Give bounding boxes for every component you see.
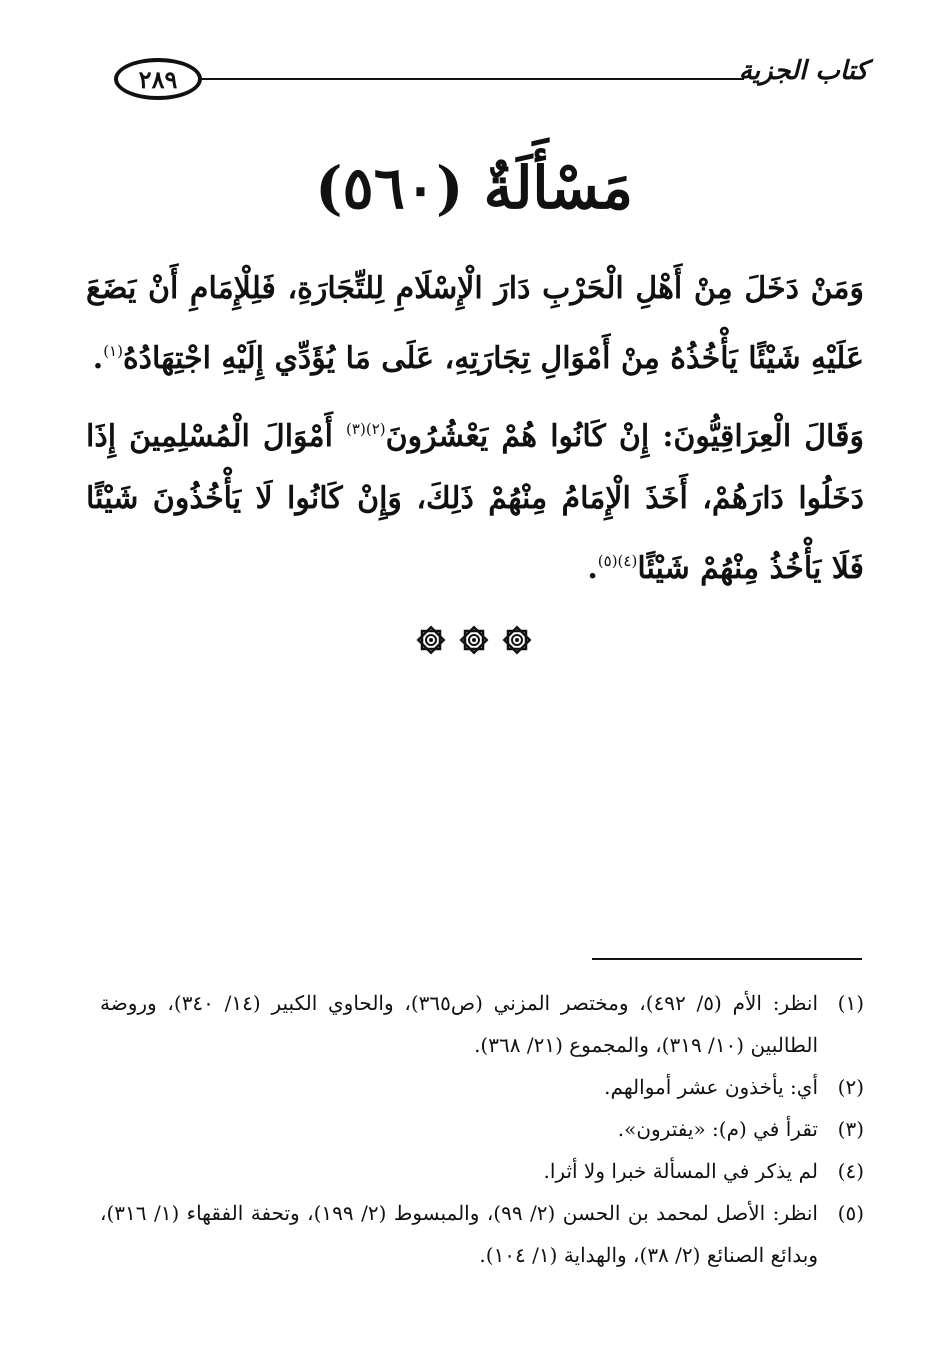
footnote-5 bbox=[100, 1192, 864, 1276]
footnote-number: (٤) bbox=[837, 1159, 864, 1183]
header-rule bbox=[200, 78, 744, 80]
footnote-1 bbox=[100, 982, 864, 1066]
paragraph-2-end: . bbox=[587, 551, 598, 586]
footnote-text: أي: يأخذون عشر أموالهم. bbox=[604, 1075, 818, 1099]
footnote-4 bbox=[100, 1150, 864, 1192]
footnote-marker-1[interactable]: (١) bbox=[103, 342, 123, 360]
ornament-rosette-icon bbox=[457, 623, 491, 657]
paragraph-1 bbox=[86, 258, 864, 390]
footnote-marker-2-3[interactable]: (٢)(٣) bbox=[346, 420, 386, 438]
ornament-rosette-icon bbox=[500, 623, 534, 657]
footnote-number: (٢) bbox=[837, 1075, 864, 1099]
footnote-2 bbox=[100, 1066, 864, 1108]
paragraph-1-text: وَمَنْ دَخَلَ مِنْ أَهْلِ الْحَرْبِ دَارَ الْإِسْلَامِ لِلتِّجَارَةِ، فَلِلْإِمَامِ أَنْ يَضَعَ عَلَيْهِ شَيْئًا يَأْخُذُهُ مِنْ أَمْوَالِ تِجَارَتِهِ، عَلَى مَا يُؤَدِّي إِلَيْهِ اجْتِهَادُهُ bbox=[86, 271, 864, 376]
footnote-text: انظر: الأم (٥/ ٤٩٢)، ومختصر المزني (ص٣٦٥)، والحاوي الكبير (١٤/ ٣٤٠)، وروضة الطالبين (١٠/ ٣١٩)، والمجموع (٢١/ ٣٦٨). bbox=[100, 991, 818, 1057]
footnote-number: (١) bbox=[837, 991, 864, 1015]
footnote-marker-4-5[interactable]: (٤)(٥) bbox=[597, 552, 638, 570]
paragraph-2-text-a: وَقَالَ الْعِرَاقِيُّونَ: إِنْ كَانُوا هُمْ يَعْشُرُونَ bbox=[385, 419, 864, 454]
section-ornaments bbox=[414, 620, 534, 660]
footnote-separator bbox=[592, 958, 862, 960]
paragraph-2-text-b: أَمْوَالَ الْمُسْلِمِينَ إِذَا دَخَلُوا دَارَهُمْ، أَخَذَ الْإِمَامُ مِنْهُمْ ذَلِكَ، وَإِنْ كَانُوا لَا يَأْخُذُونَ شَيْئًا فَلَا يَأْخُذُ مِنْهُمْ شَيْئًا bbox=[86, 419, 864, 586]
ornament-rosette-icon bbox=[414, 623, 448, 657]
page-number: ٢٨٩ bbox=[114, 58, 202, 100]
footnote-number: (٣) bbox=[837, 1117, 864, 1141]
footnote-number: (٥) bbox=[837, 1201, 864, 1225]
page-header bbox=[108, 56, 868, 100]
issue-title: مَسْأَلَةٌ (٥٦٠) bbox=[315, 154, 633, 222]
paragraph-2 bbox=[86, 398, 864, 600]
footnote-text: تقرأ في (م): «يفترون». bbox=[617, 1117, 818, 1141]
paragraph-1-end: . bbox=[92, 341, 104, 376]
footnote-text: لم يذكر في المسألة خبرا ولا أثرا. bbox=[543, 1159, 818, 1183]
footnote-text: انظر: الأصل لمحمد بن الحسن (٢/ ٩٩)، والمبسوط (٢/ ١٩٩)، وتحفة الفقهاء (١/ ٣١٦)، وبدائع الصنائع (٢/ ٣٨)، والهداية (١/ ١٠٤). bbox=[100, 1201, 818, 1267]
footnote-3 bbox=[100, 1108, 864, 1150]
running-title: كتاب الجزية bbox=[738, 56, 868, 86]
footnotes bbox=[100, 982, 864, 1276]
